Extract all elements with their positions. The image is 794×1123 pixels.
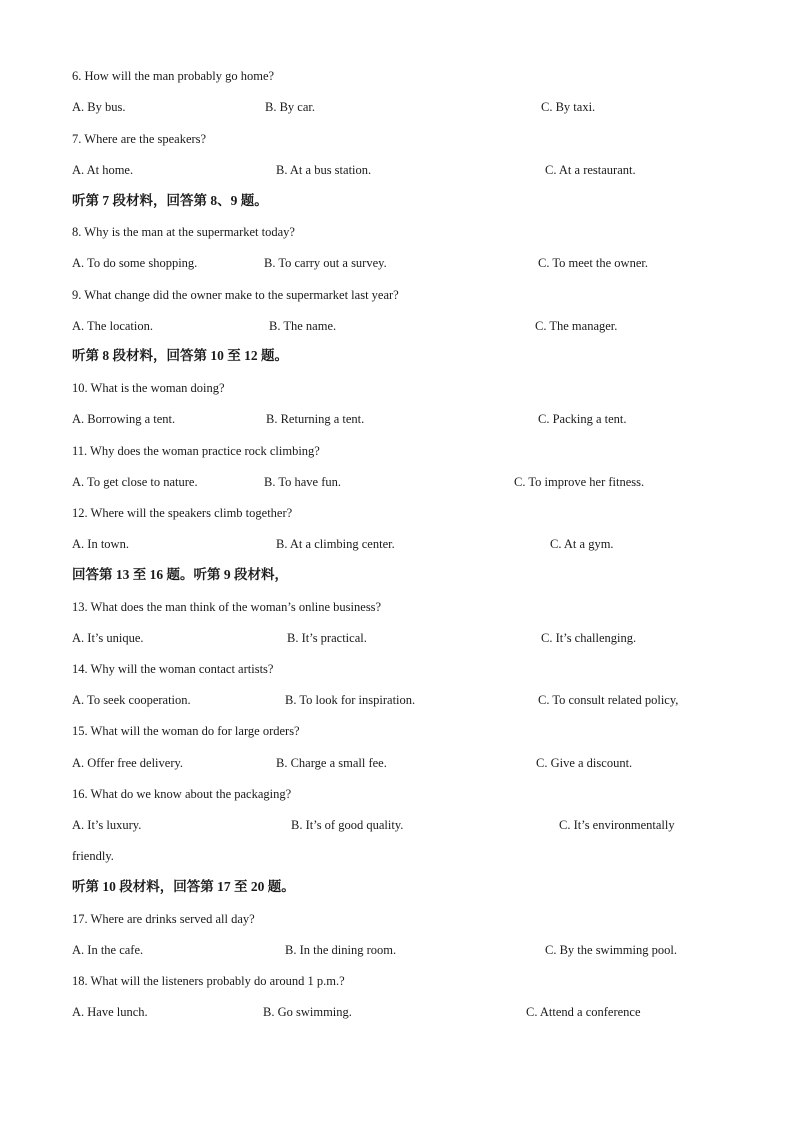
q16-option-c-continued: friendly. [72, 849, 114, 863]
q6-option-c: C. By taxi. [541, 100, 596, 114]
q11-option-b: B. To have fun. [264, 475, 342, 489]
section-heading-8: 听第 8 段材料，回答第 10 至 12 题。 [72, 348, 288, 363]
q13-option-a: A. It’s unique. [72, 631, 144, 645]
section-heading-7: 听第 7 段材料，回答第 8、9 题。 [72, 193, 268, 208]
q15-option-b: B. Charge a small fee. [276, 756, 387, 770]
q13-option-b: B. It’s practical. [287, 631, 367, 645]
q12-option-c: C. At a gym. [550, 537, 614, 551]
question-10: 10. What is the woman doing? [72, 381, 225, 395]
question-14: 14. Why will the woman contact artists? [72, 662, 274, 676]
question-15: 15. What will the woman do for large orders? [72, 724, 300, 738]
q15-option-a: A. Offer free delivery. [72, 756, 184, 770]
q12-option-a: A. In town. [72, 537, 129, 551]
question-7: 7. Where are the speakers? [72, 132, 207, 146]
q17-option-a: A. In the cafe. [72, 943, 144, 957]
q16-option-b: B. It’s of good quality. [291, 818, 404, 832]
q9-option-b: B. The name. [269, 319, 337, 333]
q16-option-a: A. It’s luxury. [72, 818, 142, 832]
q14-option-a: A. To seek cooperation. [72, 693, 191, 707]
question-13: 13. What does the man think of the woman’s online business? [72, 600, 382, 614]
question-18: 18. What will the listeners probably do around 1 p.m.? [72, 974, 345, 988]
section-heading-10: 听第 10 段材料，回答第 17 至 20 题。 [72, 879, 295, 894]
question-8: 8. Why is the man at the supermarket today? [72, 225, 295, 239]
q7-option-b: B. At a bus station. [276, 163, 372, 177]
q13-option-c: C. It’s challenging. [541, 631, 637, 645]
q14-option-b: B. To look for inspiration. [285, 693, 416, 707]
q9-option-a: A. The location. [72, 319, 153, 333]
q17-option-b: B. In the dining room. [285, 943, 397, 957]
q18-option-b: B. Go swimming. [263, 1005, 352, 1019]
q16-option-c: C. It’s environmentally [559, 818, 675, 832]
q10-option-c: C. Packing a tent. [538, 412, 627, 426]
question-11: 11. Why does the woman practice rock climbing? [72, 444, 320, 458]
q18-option-c: C. Attend a conference [526, 1005, 641, 1019]
question-16: 16. What do we know about the packaging? [72, 787, 292, 801]
q11-option-c: C. To improve her fitness. [514, 475, 645, 489]
q15-option-c: C. Give a discount. [536, 756, 633, 770]
q8-option-a: A. To do some shopping. [72, 256, 198, 270]
q10-option-a: A. Borrowing a tent. [72, 412, 176, 426]
q12-option-b: B. At a climbing center. [276, 537, 395, 551]
q7-option-c: C. At a restaurant. [545, 163, 636, 177]
q8-option-c: C. To meet the owner. [538, 256, 648, 270]
q18-option-a: A. Have lunch. [72, 1005, 148, 1019]
question-17: 17. Where are drinks served all day? [72, 912, 255, 926]
q11-option-a: A. To get close to nature. [72, 475, 198, 489]
q6-option-a: A. By bus. [72, 100, 126, 114]
q6-option-b: B. By car. [265, 100, 315, 114]
q10-option-b: B. Returning a tent. [266, 412, 365, 426]
question-12: 12. Where will the speakers climb together? [72, 506, 293, 520]
question-9: 9. What change did the owner make to the supermarket last year? [72, 288, 399, 302]
question-6: 6. How will the man probably go home? [72, 69, 275, 83]
q8-option-b: B. To carry out a survey. [264, 256, 387, 270]
section-heading-9: 回答第 13 至 16 题。听第 9 段材料， [72, 567, 288, 582]
q9-option-c: C. The manager. [535, 319, 618, 333]
q7-option-a: A. At home. [72, 163, 134, 177]
q17-option-c: C. By the swimming pool. [545, 943, 677, 957]
q14-option-c: C. To consult related policy, [538, 693, 679, 707]
